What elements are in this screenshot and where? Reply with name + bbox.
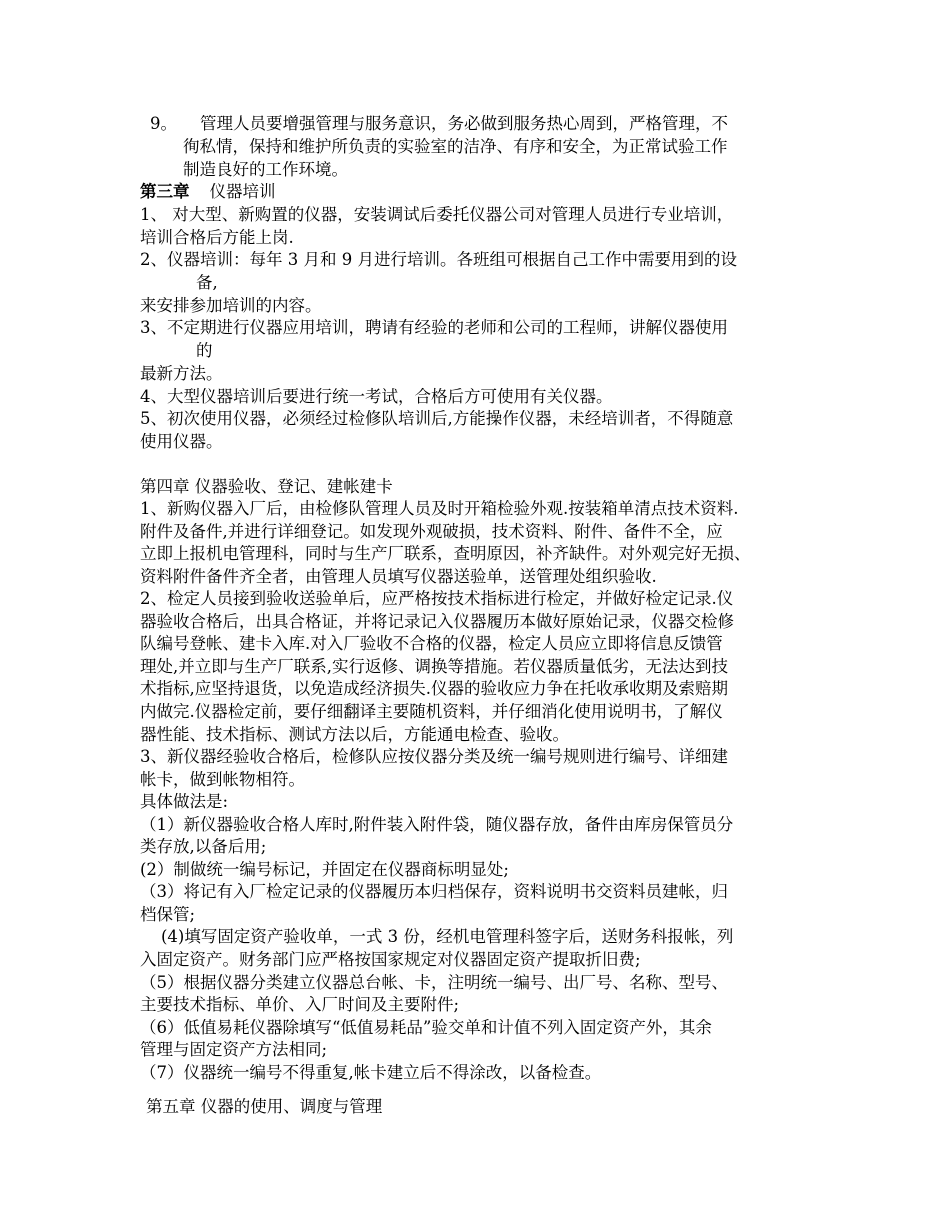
ch3-para1-line2: 培训合格后方能上岗. xyxy=(140,228,294,247)
ch3-para1-line1: 1、 对大型、新购置的仪器，安装调试后委托仪器公司对管理人员进行专业培训， xyxy=(140,205,734,224)
ch3-para3-line1: 3、不定期进行仪器应用培训，聘请有经验的老师和公司的工程师，讲解仪器使用 xyxy=(140,318,728,337)
chapter4-heading: 第四章 仪器验收、登记、建帐建卡 xyxy=(140,477,393,496)
chapter4-line: 入固定资产。财务部门应严格按国家规定对仪器固定资产提取折旧费; xyxy=(140,950,641,969)
chapter4-line: 类存放,以备后用; xyxy=(140,837,267,857)
item9-line-1: 管理人员要增强管理与服务意识，务必做到服务热心周到，严格管理，不 xyxy=(200,114,728,133)
chapter4-line: 附件及备件,并进行详细登记。如发现外观破损，技术资料、附件、备件不全，应 xyxy=(140,521,723,541)
ch3-para2-line3: 来安排参加培训的内容。 xyxy=(140,296,322,315)
chapter4-line: 器验收合格后，出具合格证，并将记录记入仪器履历本做好原始记录，仪器交检修 xyxy=(140,611,734,631)
item9-line-2: 徇私情，保持和维护所负责的实验室的洁净、有序和安全，为正常试验工作 xyxy=(183,137,728,156)
chapter4-line: 内做完.仪器检定前，要仔细翻译主要随机资料，并仔细消化使用说明书，了解仪 xyxy=(140,701,723,721)
chapter4-line: 立即上报机电管理科，同时与生产厂联系，查明原因，补齐缺件。对外观完好无损、 xyxy=(140,544,751,564)
chapter4-line: 资料附件备件齐全者，由管理人员填写仪器送验单，送管理处组织验收. xyxy=(140,566,657,586)
chapter4-line: （5）根据仪器分类建立仪器总台帐、卡，注明统一编号、出厂号、名称、型号、 xyxy=(140,972,728,992)
chapter4-line: 1、新购仪器入厂后，由检修队管理人员及时开箱检验外观.按装箱单清点技术资料. xyxy=(140,499,739,518)
chapter4-line: 术指标,应坚持退货，以免造成经济损失.仪器的验收应力争在托收承收期及索赔期 xyxy=(140,679,728,699)
ch3-para4: 4、大型仪器培训后要进行统一考试，合格后方可使用有关仪器。 xyxy=(140,387,613,406)
chapter4-line: 主要技术指标、单价、入厂时间及主要附件; xyxy=(140,995,460,1015)
chapter3-heading xyxy=(140,181,276,204)
chapter4-line: 3、新仪器经验收合格后，检修队应按仪器分类及统一编号规则进行编号、详细建 xyxy=(140,747,728,767)
item9-number: 9。 xyxy=(150,114,177,133)
item9-line-3: 制造良好的工作环境。 xyxy=(183,160,348,179)
chapter4-line: （7）仪器统一编号不得重复,帐卡建立后不得涂改，以备检查。 xyxy=(140,1062,602,1082)
chapter5-heading: 第五章 仪器的使用、调度与管理 xyxy=(146,1097,383,1116)
ch3-para5-line2: 使用仪器。 xyxy=(140,432,223,451)
ch3-para5-line1: 5、初次使用仪器，必须经过检修队培训后,方能操作仪器，未经培训者，不得随意 xyxy=(140,409,734,428)
ch3-para3-line2: 的 xyxy=(196,341,213,360)
ch3-para2-line2: 备, xyxy=(196,273,218,292)
chapter4-line: (4)填写固定资产验收单，一式 3 份，经机电管理科签字后，送财务科报帐，列 xyxy=(140,927,734,947)
chapter3-number: 第三章 xyxy=(140,182,190,201)
chapter4-line: （6）低值易耗仪器除填写“低值易耗品”验交单和计值不列入固定资产外，其余 xyxy=(140,1017,712,1037)
ch3-para2-line1: 2、仪器培训：每年 3 月和 9 月进行培训。各班组可根据自己工作中需要用到的设 xyxy=(140,250,737,269)
chapter4-line: 帐卡，做到帐物相符。 xyxy=(140,769,305,789)
chapter4-line: 管理与固定资产方法相同; xyxy=(140,1040,328,1060)
chapter4-line: （3）将记有入厂检定记录的仪器履历本归档保存，资料说明书交资料员建帐，归 xyxy=(140,882,728,902)
ch3-para3-line3: 最新方法。 xyxy=(140,364,223,383)
chapter4-line: (2）制做统一编号标记，并固定在仪器商标明显处; xyxy=(140,859,509,879)
chapter4-line: 理处,并立即与生产厂联系,实行返修、调换等措施。若仪器质量低劣，无法达到技 xyxy=(140,656,728,676)
chapter4-line: 具体做法是: xyxy=(140,792,229,812)
chapter4-line: 2、检定人员接到验收送验单后，应严格按技术指标进行检定，并做好检定记录.仪 xyxy=(140,589,734,609)
chapter4-line: 器性能、技术指标、测试方法以后，方能通电检查、验收。 xyxy=(140,724,569,744)
chapter4-line: 队编号登帐、建卡入库.对入厂验收不合格的仪器，检定人员应立即将信息反馈管 xyxy=(140,634,723,654)
chapter3-title: 仪器培训 xyxy=(209,182,276,201)
chapter4-line: 档保管; xyxy=(140,904,196,924)
chapter4-line: （1）新仪器验收合格人库时,附件装入附件袋，随仪器存放，备件由库房保管员分 xyxy=(140,814,734,834)
